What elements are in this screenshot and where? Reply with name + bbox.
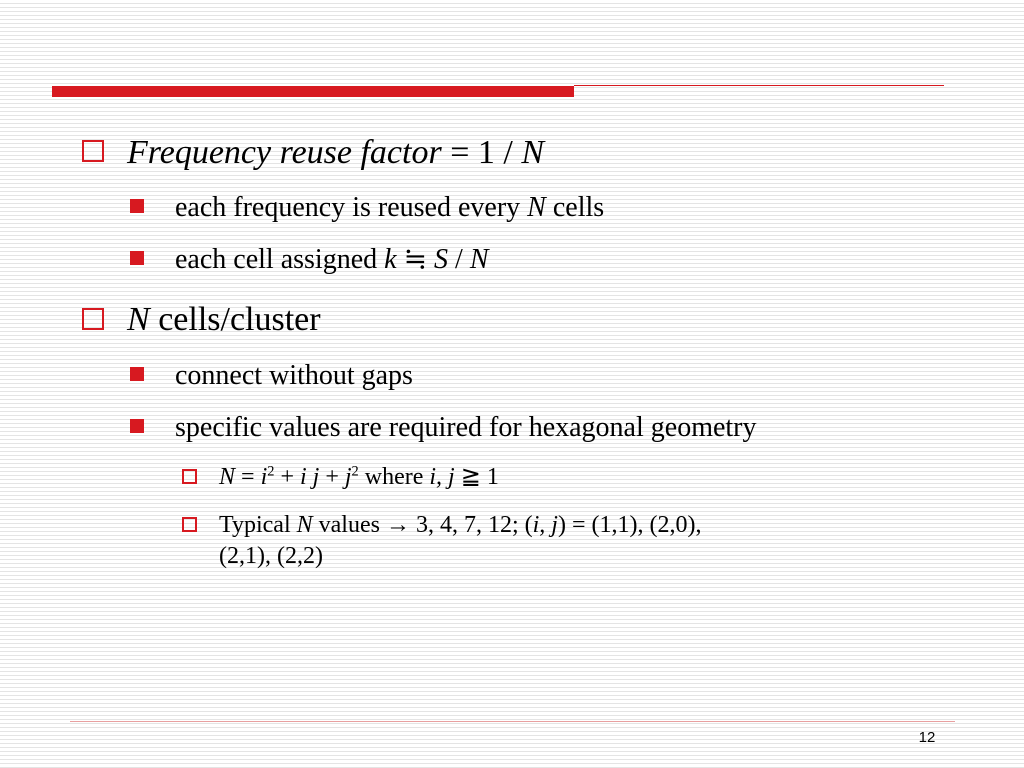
bullet-line [219,541,701,572]
bullet-text-run: i [260,464,268,490]
bullet-text-run: N [469,244,489,275]
bullet-text-run: (2,1), (2,2) [219,543,323,569]
bullet-text-run: S [434,244,449,275]
bullet-n-formula [219,462,499,493]
bullet-text-run: = [235,464,261,490]
bullet-line [219,510,701,541]
bullet-text-run: N [521,134,545,171]
bullet-text-run: 2 [351,463,359,480]
bullet-text-run: N [296,512,313,538]
bullet-text-run: i, j [532,512,558,538]
bullet-text-run: N [127,301,150,338]
bullet-text-run: N [527,192,546,223]
bullet-text-run: ≒ [396,244,435,275]
bullet-text-run: + [274,464,300,490]
slide-number: 12 [918,729,936,746]
title-accent-bar [52,86,574,97]
filled-square-bullet-icon [130,251,144,265]
bullet-text-run: 2 [267,463,275,480]
bullet-text-run: Typical [219,512,297,538]
bullet-reuse-factor [127,133,544,173]
bullet-text-run: each frequency is reused every [175,192,528,223]
bullet-text-run: = 1 / [441,134,522,171]
footer-line [70,721,955,722]
bullet-reuse-every-n-cells [175,191,604,225]
bullet-text-run: connect without gaps [175,360,413,391]
bullet-hexagonal-geometry [175,411,757,445]
bullet-text-run: j [344,464,352,490]
bullet-typical-n-values [219,510,701,572]
bullet-text-run: specific values are required for hexagonal geometry [175,412,757,443]
bullet-text-run: cells [545,192,605,223]
hollow-square-bullet-icon [182,517,197,532]
bullet-text-run: + [319,464,345,490]
hollow-square-bullet-icon [182,469,197,484]
bullet-text-run: values → 3, 4, 7, 12; ( [312,512,533,538]
bullet-text-run: cells/cluster [149,301,321,338]
bullet-connect-without-gaps [175,359,413,393]
hollow-square-bullet-icon [82,308,104,330]
filled-square-bullet-icon [130,367,144,381]
bullet-text-run: i, j [429,464,455,490]
title-accent-line [574,85,944,86]
bullet-text-run: i j [299,464,320,490]
hollow-square-bullet-icon [82,140,104,162]
bullet-text-run: k [384,244,397,275]
filled-square-bullet-icon [130,419,144,433]
filled-square-bullet-icon [130,199,144,213]
bullet-text-run: N [219,464,236,490]
bullet-text-run: ) = (1,1), (2,0), [557,512,702,538]
bullet-cell-assigned [175,243,489,277]
bullet-text-run: Frequency reuse factor [127,134,442,171]
bullet-text-run: / [448,244,470,275]
bullet-text-run: each cell assigned [175,244,385,275]
bullet-cells-per-cluster [127,300,321,340]
bullet-text-run: where [358,464,430,490]
bullet-text-run: ≧ 1 [454,464,499,490]
